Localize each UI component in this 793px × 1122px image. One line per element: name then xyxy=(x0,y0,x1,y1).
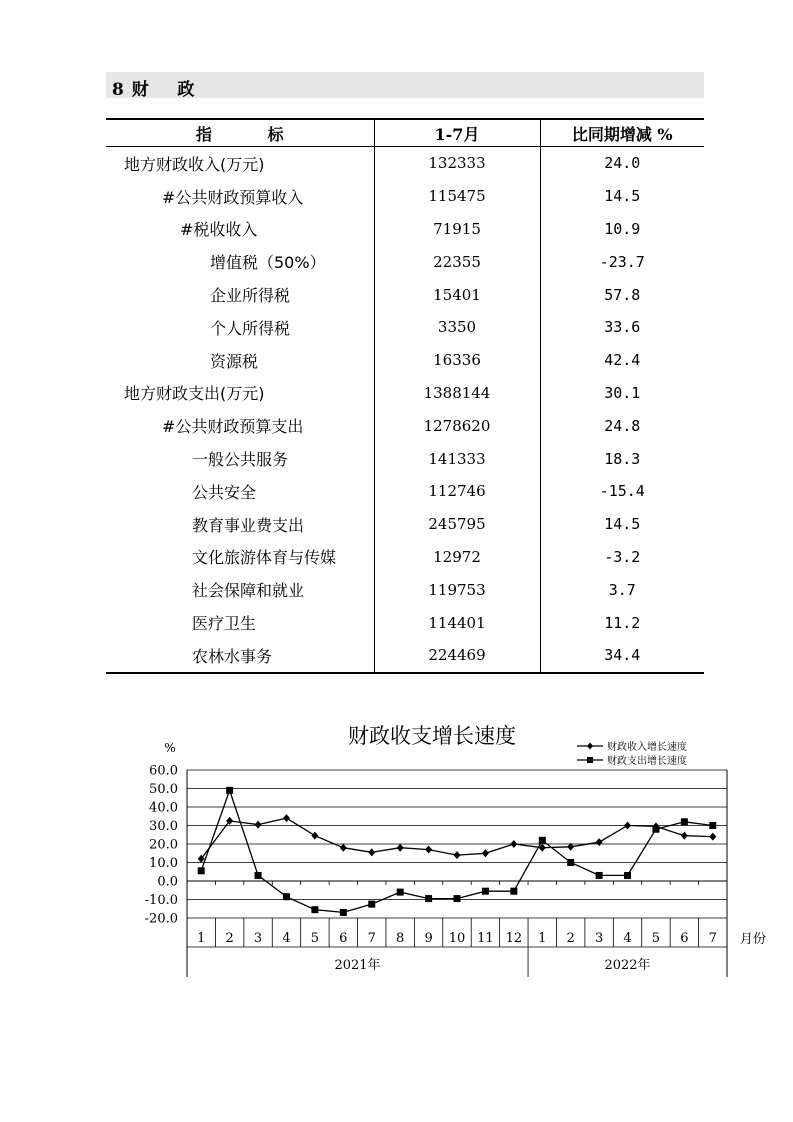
data-point-square xyxy=(510,888,517,895)
row-change: 3.7 xyxy=(540,573,704,606)
x-tick-label: 11 xyxy=(477,931,494,946)
row-change: 24.8 xyxy=(540,409,704,442)
data-point-diamond xyxy=(397,844,404,852)
row-change: -3.2 xyxy=(540,541,704,574)
row-label: 个人所得税 xyxy=(210,318,291,338)
row-value: 132333 xyxy=(374,147,540,180)
y-tick-label: 30.0 xyxy=(149,819,178,834)
legend-label: 财政收入增长速度 xyxy=(607,742,687,753)
y-tick-label: 50.0 xyxy=(149,782,178,797)
y-tick-label: 20.0 xyxy=(149,837,178,853)
table-row xyxy=(106,180,704,213)
data-point-square xyxy=(198,867,205,874)
x-tick-label: 7 xyxy=(367,931,376,946)
table-row xyxy=(106,442,704,475)
table-row xyxy=(106,377,704,410)
row-value: 115475 xyxy=(374,180,540,213)
row-change: 34.4 xyxy=(540,639,704,673)
row-change: -23.7 xyxy=(540,245,704,278)
x-tick-label: 6 xyxy=(680,931,689,946)
data-point-square xyxy=(283,893,290,900)
fiscal-table xyxy=(106,118,704,674)
row-value: 224469 xyxy=(374,639,540,673)
y-tick-label: 60.0 xyxy=(149,763,178,779)
data-point-square xyxy=(340,909,347,916)
row-label: 企业所得税 xyxy=(210,286,291,306)
row-label: 公共安全 xyxy=(192,482,257,502)
row-label: 文化旅游体育与传媒 xyxy=(192,548,337,568)
table-row xyxy=(106,508,704,541)
data-point-diamond xyxy=(454,851,461,859)
data-point-square xyxy=(624,872,631,879)
chart-title: 财政收支增长速度 xyxy=(348,724,516,748)
x-tick-label: 12 xyxy=(505,931,523,946)
data-point-square xyxy=(255,872,262,879)
y-tick-label: 10.0 xyxy=(149,856,178,871)
y-tick-label: 0.0 xyxy=(157,874,178,890)
data-point-diamond xyxy=(681,832,688,840)
x-tick-label: 1 xyxy=(538,931,547,946)
data-point-diamond xyxy=(709,833,716,841)
column-header-indicator: 指 标 xyxy=(106,119,374,147)
row-label: #公共财政预算收入 xyxy=(162,187,304,207)
row-change: 57.8 xyxy=(540,278,704,311)
data-point-square xyxy=(454,895,461,902)
x-tick-label: 4 xyxy=(623,931,632,946)
table-row xyxy=(106,311,704,344)
data-point-square xyxy=(709,822,716,829)
data-point-diamond xyxy=(596,838,603,846)
row-value: 15401 xyxy=(374,278,540,311)
year-label: 2022年 xyxy=(604,958,651,973)
row-label: 农林水事务 xyxy=(106,639,374,673)
row-label: 医疗卫生 xyxy=(192,614,257,634)
legend-marker-square xyxy=(587,757,593,763)
data-point-square xyxy=(681,818,688,825)
x-tick-label: 10 xyxy=(448,931,466,946)
row-change: 42.4 xyxy=(540,344,704,377)
row-value: 22355 xyxy=(374,245,540,278)
x-tick-label: 4 xyxy=(282,931,291,946)
row-value: 12972 xyxy=(374,541,540,574)
row-change: 18.3 xyxy=(540,442,704,475)
y-tick-label: -10.0 xyxy=(144,893,178,908)
row-change: 33.6 xyxy=(540,311,704,344)
x-axis-label: 月份 xyxy=(739,932,767,947)
x-tick-label: 8 xyxy=(396,931,405,946)
data-point-square xyxy=(539,837,546,844)
data-point-square xyxy=(425,895,432,902)
column-header-period: 1-7月 xyxy=(374,119,540,147)
row-value: 16336 xyxy=(374,344,540,377)
data-point-square xyxy=(482,888,489,895)
data-point-square xyxy=(652,826,659,833)
row-value: 245795 xyxy=(374,508,540,541)
row-value: 71915 xyxy=(374,213,540,246)
data-point-diamond xyxy=(311,832,318,840)
row-label: 地方财政支出(万元) xyxy=(124,384,265,404)
y-axis-label: % xyxy=(164,741,176,755)
row-change: 14.5 xyxy=(540,180,704,213)
row-label: #税收收入 xyxy=(180,220,258,240)
x-tick-label: 7 xyxy=(708,931,717,946)
data-point-diamond xyxy=(624,822,631,830)
row-label: #公共财政预算支出 xyxy=(162,417,304,437)
x-tick-label: 6 xyxy=(339,931,348,946)
row-change: 10.9 xyxy=(540,213,704,246)
row-change: 14.5 xyxy=(540,508,704,541)
x-tick-label: 1 xyxy=(197,931,206,946)
row-label: 社会保障和就业 xyxy=(192,581,305,601)
x-tick-label: 3 xyxy=(594,931,604,946)
data-point-square xyxy=(596,872,603,879)
table-row xyxy=(106,606,704,639)
table-row xyxy=(106,344,704,377)
table-row xyxy=(106,213,704,246)
table-row xyxy=(106,541,704,574)
data-point-diamond xyxy=(283,814,290,822)
row-label: 资源税 xyxy=(210,351,259,371)
row-label: 增值税（50%） xyxy=(210,253,326,273)
x-tick-label: 3 xyxy=(253,931,263,946)
table-row xyxy=(106,409,704,442)
legend-marker-diamond xyxy=(587,743,593,750)
column-header-change: 比同期增减 % xyxy=(540,119,704,147)
row-change: -15.4 xyxy=(540,475,704,508)
y-tick-label: -20.0 xyxy=(144,911,178,927)
row-value: 119753 xyxy=(374,573,540,606)
table-row xyxy=(106,245,704,278)
row-value: 112746 xyxy=(374,475,540,508)
row-label: 教育事业费支出 xyxy=(192,515,305,535)
data-point-diamond xyxy=(482,849,489,857)
data-point-diamond xyxy=(425,846,432,854)
data-point-square xyxy=(368,901,375,908)
row-value: 1278620 xyxy=(374,409,540,442)
row-value: 1388144 xyxy=(374,377,540,410)
x-tick-label: 5 xyxy=(310,931,320,946)
section-title: 8 财 政 xyxy=(112,80,196,100)
x-tick-label: 2 xyxy=(225,931,234,946)
row-change: 11.2 xyxy=(540,606,704,639)
year-label: 2021年 xyxy=(334,958,381,973)
x-tick-label: 2 xyxy=(566,931,575,946)
table-body xyxy=(106,147,704,673)
fiscal-growth-chart xyxy=(0,700,793,990)
row-label: 地方财政收入(万元) xyxy=(124,154,265,174)
row-change: 24.0 xyxy=(540,147,704,180)
x-tick-label: 5 xyxy=(651,931,661,946)
data-point-square xyxy=(311,906,318,913)
table-row xyxy=(106,475,704,508)
table-row xyxy=(106,147,704,180)
data-point-diamond xyxy=(255,821,262,829)
data-point-square xyxy=(567,859,574,866)
row-value: 3350 xyxy=(374,311,540,344)
row-change: 30.1 xyxy=(540,377,704,410)
table-row xyxy=(106,278,704,311)
data-point-diamond xyxy=(340,844,347,852)
row-value: 114401 xyxy=(374,606,540,639)
table-row xyxy=(106,573,704,606)
data-point-diamond xyxy=(368,848,375,856)
table-row xyxy=(106,639,704,673)
legend-label: 财政支出增长速度 xyxy=(607,756,687,767)
y-tick-label: 40.0 xyxy=(149,800,178,816)
data-point-diamond xyxy=(510,840,517,848)
row-label: 一般公共服务 xyxy=(192,450,289,470)
section-header xyxy=(106,72,704,98)
data-point-square xyxy=(397,889,404,896)
x-tick-label: 9 xyxy=(424,931,433,946)
data-point-square xyxy=(226,787,233,794)
table-header-row xyxy=(106,119,704,147)
row-value: 141333 xyxy=(374,442,540,475)
